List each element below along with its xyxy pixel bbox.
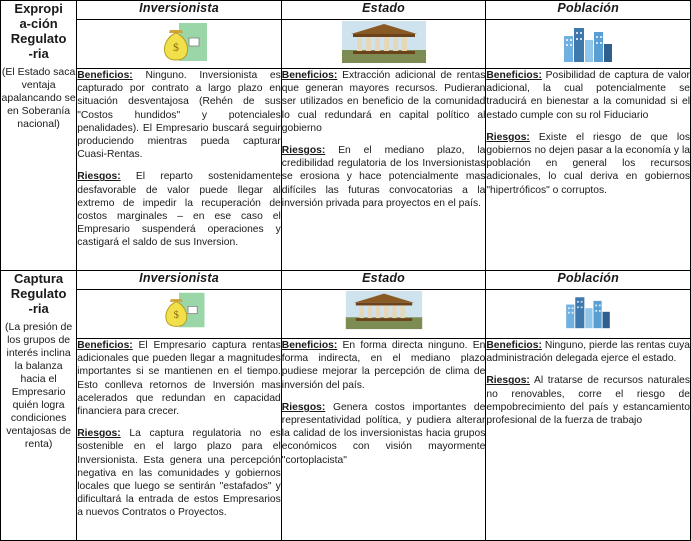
row-header-title: Expropi a-ción Regulato -ria [10,1,67,61]
money-bag-icon [77,290,281,330]
content-row-captura [1,339,691,541]
column-header-poblacion: Población [486,1,691,20]
city-buildings-icon [486,290,690,330]
icon-cell-poblacion-2 [486,290,691,339]
row-header-title: Captura Regulato -ria [10,271,67,316]
cell-captura-inversionista [77,339,282,541]
beneficios-paragraph: Beneficios: El Empresario captura rentas adicionales que pueden llegar a magnitudes importantes si se mantienen en el tiempo. Esto conlleva retornos de Inversión mas acelerados que redundan en capacidad financiera para crecer. [77,340,281,418]
riesgos-paragraph: Riesgos: El reparto sostenidamente desfavorable de valor puede llegar al extremo de impedir la recuperación de costos marginales – en ese caso el Empresario suspenderá operaciones y castigará el saldo de sus Inversion. [77,171,281,249]
icon-cell-inversionista-1 [77,20,282,69]
beneficios-paragraph: Beneficios: Posibilidad de captura de valor adicional, la cual potencialmente se traducirá en bienestar a la comunidad si el estado cumple con su rol Fiduciario [486,70,690,121]
cell-captura-estado [281,339,486,541]
government-building-icon [282,20,486,64]
beneficios-paragraph: Beneficios: En forma directa ninguno. En forma indirecta, en el mediano plazo pudiese mejorar la percepción de clima de inversión del país. [281,340,486,391]
riesgos-paragraph: Riesgos: En el mediano plazo, la credibilidad regulatoria de los Inversionistas se erosiona y hace potencialmente mas difíciles las futuras convocatorias a la inversión privada para proyectos en el país. [281,145,486,209]
row-header-expropiacion [1,1,77,271]
cell-expropiacion-estado [281,69,486,271]
icon-cell-poblacion-1 [486,20,691,69]
row-header-subtitle: (El Estado saca ventaja apalancando se en Soberanía nacional) [1,66,76,130]
icon-row-1 [1,20,691,69]
svg-text:$: $ [173,40,179,54]
cell-expropiacion-inversionista [77,69,282,271]
column-header-inversionista-2: Inversionista [77,271,282,290]
cell-captura-poblacion [486,339,691,541]
beneficios-paragraph: Beneficios: Extracción adicional de rentas que generan mayores recursos. Pudieran ser utilizados en beneficio de la comunidad lo cual redundará en capital político al gobierno [281,70,486,134]
content-row-expropiacion [1,69,691,271]
city-buildings-icon [486,20,690,64]
icon-cell-inversionista-2 [77,290,282,339]
riesgos-paragraph: Riesgos: La captura regulatoria no es sostenible en el largo plazo para el Inversionista. Esta genera una percepción negativa en las comunidades y gobiernos locales que luego se sentirán "estafados" y dificultará la entrada de estos Empresarios a nuevos Contratos o Proyectos. [77,428,281,519]
svg-text:$: $ [173,309,179,322]
icon-cell-estado-2 [281,290,486,339]
government-building-icon [282,290,486,330]
header-row-1 [1,1,691,20]
row-header-subtitle: (La presión de los grupos de interés inclina la balanza hacia el Empresario quién logra condiciones ventajosas de renta) [5,321,73,450]
column-header-estado-2: Estado [281,271,486,290]
riesgos-paragraph: Riesgos: Al tratarse de recursos naturales no renovables, corre el riesgo de empobrecimiento del país y estancamiento profesional de la fuerza de trabajo [486,375,690,427]
column-header-inversionista: Inversionista [77,1,282,20]
header-row-2 [1,271,691,290]
beneficios-paragraph: Beneficios: Ninguno. Inversionista es capturado por contrato a largo plazo en situación desventajosa (Rehén de sus "Costos hundidos" y potenciales penalidades). El Empresario buscará seguir produciendo mientras pueda capturar Cuasi-Rentas. [77,70,281,161]
column-header-estado: Estado [281,1,486,20]
riesgos-paragraph: Riesgos: Existe el riesgo de que los gobiernos no dejen pasar a la economía y la población en general los recursos adicionales, lo cual deriva en gobiernos "hipertróficos" o corruptos. [486,131,690,196]
column-header-poblacion-2: Población [486,271,691,290]
money-bag-icon [77,20,281,64]
icon-cell-estado-1 [281,20,486,69]
icon-row-2 [1,290,691,339]
row-header-captura [1,271,77,541]
cell-expropiacion-poblacion [486,69,691,271]
riesgos-paragraph: Riesgos: Genera costos importantes de representatividad política, y pudiera alterar la calidad de los inversionistas hacia grupos económicos con visión mayormente "cortoplacista" [281,401,486,466]
beneficios-paragraph: Beneficios: Ninguno, pierde las rentas cuya administración delegada ejerce el estado. [486,340,690,365]
